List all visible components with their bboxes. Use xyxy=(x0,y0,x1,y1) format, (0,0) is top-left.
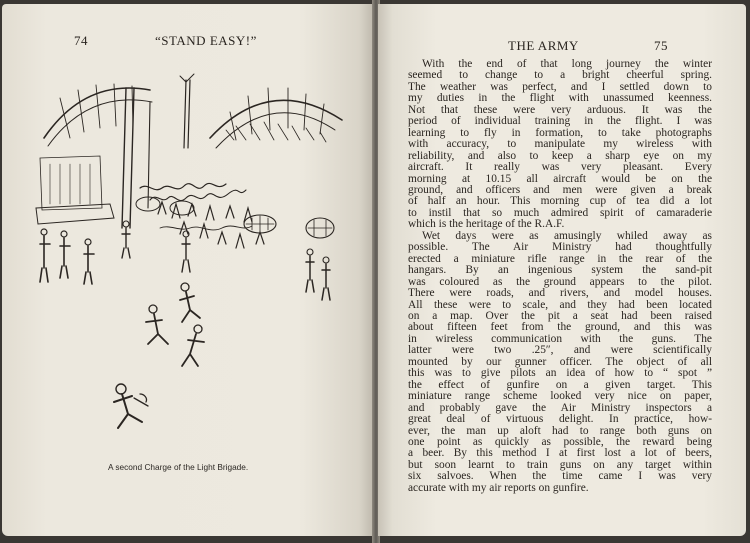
body-text xyxy=(408,59,712,494)
text-line: of half an hour. This morning cup of tea did a lot xyxy=(408,196,712,208)
text-line: on a map. Over the pit a seat had been raised xyxy=(408,310,712,322)
page-number: 75 xyxy=(654,38,668,53)
text-line: a beer. By this method I at first lost a lot of beers, xyxy=(408,448,712,460)
text-line: erected a miniature rifle range in the rear of the xyxy=(408,253,712,265)
text-line: hangars. By an ingenious system the sand-pit xyxy=(408,265,712,277)
left-page xyxy=(2,4,374,536)
running-head: THE ARMY xyxy=(508,38,579,53)
text-line: great deal of virtuous delight. In practice, how- xyxy=(408,414,712,426)
text-line: Wet days were as amusingly whiled away as xyxy=(422,230,712,242)
text-line: reliability, and also to keep a sharp eye on my xyxy=(408,150,712,162)
text-line: miniature range scheme looked very nice on paper, xyxy=(408,391,712,403)
right-page xyxy=(378,4,746,536)
text-line: with accuracy, to manipulate my wireless with xyxy=(408,139,712,151)
text-line: morning at 10.15 all aircraft would be on the xyxy=(408,173,712,185)
text-line: latter were two .25″, and were scientifically xyxy=(408,345,712,357)
text-line: my duties in the flight with unassumed keenness. xyxy=(408,93,712,105)
text-line: about fifteen feet from the ground, and this was xyxy=(408,322,712,334)
illustration-caption: A second Charge of the Light Brigade. xyxy=(108,462,249,472)
text-line: aircraft. It really was very pleasant. Every xyxy=(408,162,712,174)
text-line: accurate with my air reports on gunfire. xyxy=(408,482,589,494)
text-line: learning to fly in formation, to take photographs xyxy=(408,127,712,139)
text-line: the effect of gunfire on a given target. This xyxy=(408,379,712,391)
text-line: to instil that so much admired spirit of camaraderie xyxy=(408,207,712,219)
text-line: this was to give pilots an idea of how to “ spot ” xyxy=(408,368,712,380)
text-line: ground, and officers and men were given a break xyxy=(408,184,712,196)
text-line: period of individual training in the flight. I was xyxy=(408,116,712,128)
text-line: There were roads, and rivers, and model houses. xyxy=(408,288,712,300)
text-line: seemed to change to a bright cheerful spring. xyxy=(408,70,712,82)
text-line: in wireless communication with the guns. The xyxy=(408,333,712,345)
text-line: mounted by our gunner officer. The object of all xyxy=(408,356,712,368)
text-line: but soon learnt to train guns on any target within xyxy=(408,459,712,471)
text-line: ever, the man up aloft had to range both guns on xyxy=(408,425,712,437)
text-line: which is the heritage of the R.A.F. xyxy=(408,219,565,231)
text-line: The weather was perfect, and I settled down to xyxy=(408,81,712,93)
running-head: “STAND EASY!” xyxy=(155,33,257,48)
text-line: one point as quickly as possible, the reward being xyxy=(408,436,712,448)
text-line: With the end of that long journey the winter xyxy=(422,59,712,70)
text-line: and probably gave the Air Ministry inspectors a xyxy=(408,402,712,414)
text-line: was coloured as the ground appears to the pilot. xyxy=(408,276,712,288)
text-line: possible. The Air Ministry had thoughtfully xyxy=(408,242,712,254)
text-line: Not that these were very arduous. It was the xyxy=(408,104,712,116)
sketch-illustration xyxy=(30,68,350,458)
page-number: 74 xyxy=(74,33,88,48)
text-line: six salvoes. When the time came I was very xyxy=(408,471,712,483)
text-line: All these were to scale, and they had been located xyxy=(408,299,712,311)
